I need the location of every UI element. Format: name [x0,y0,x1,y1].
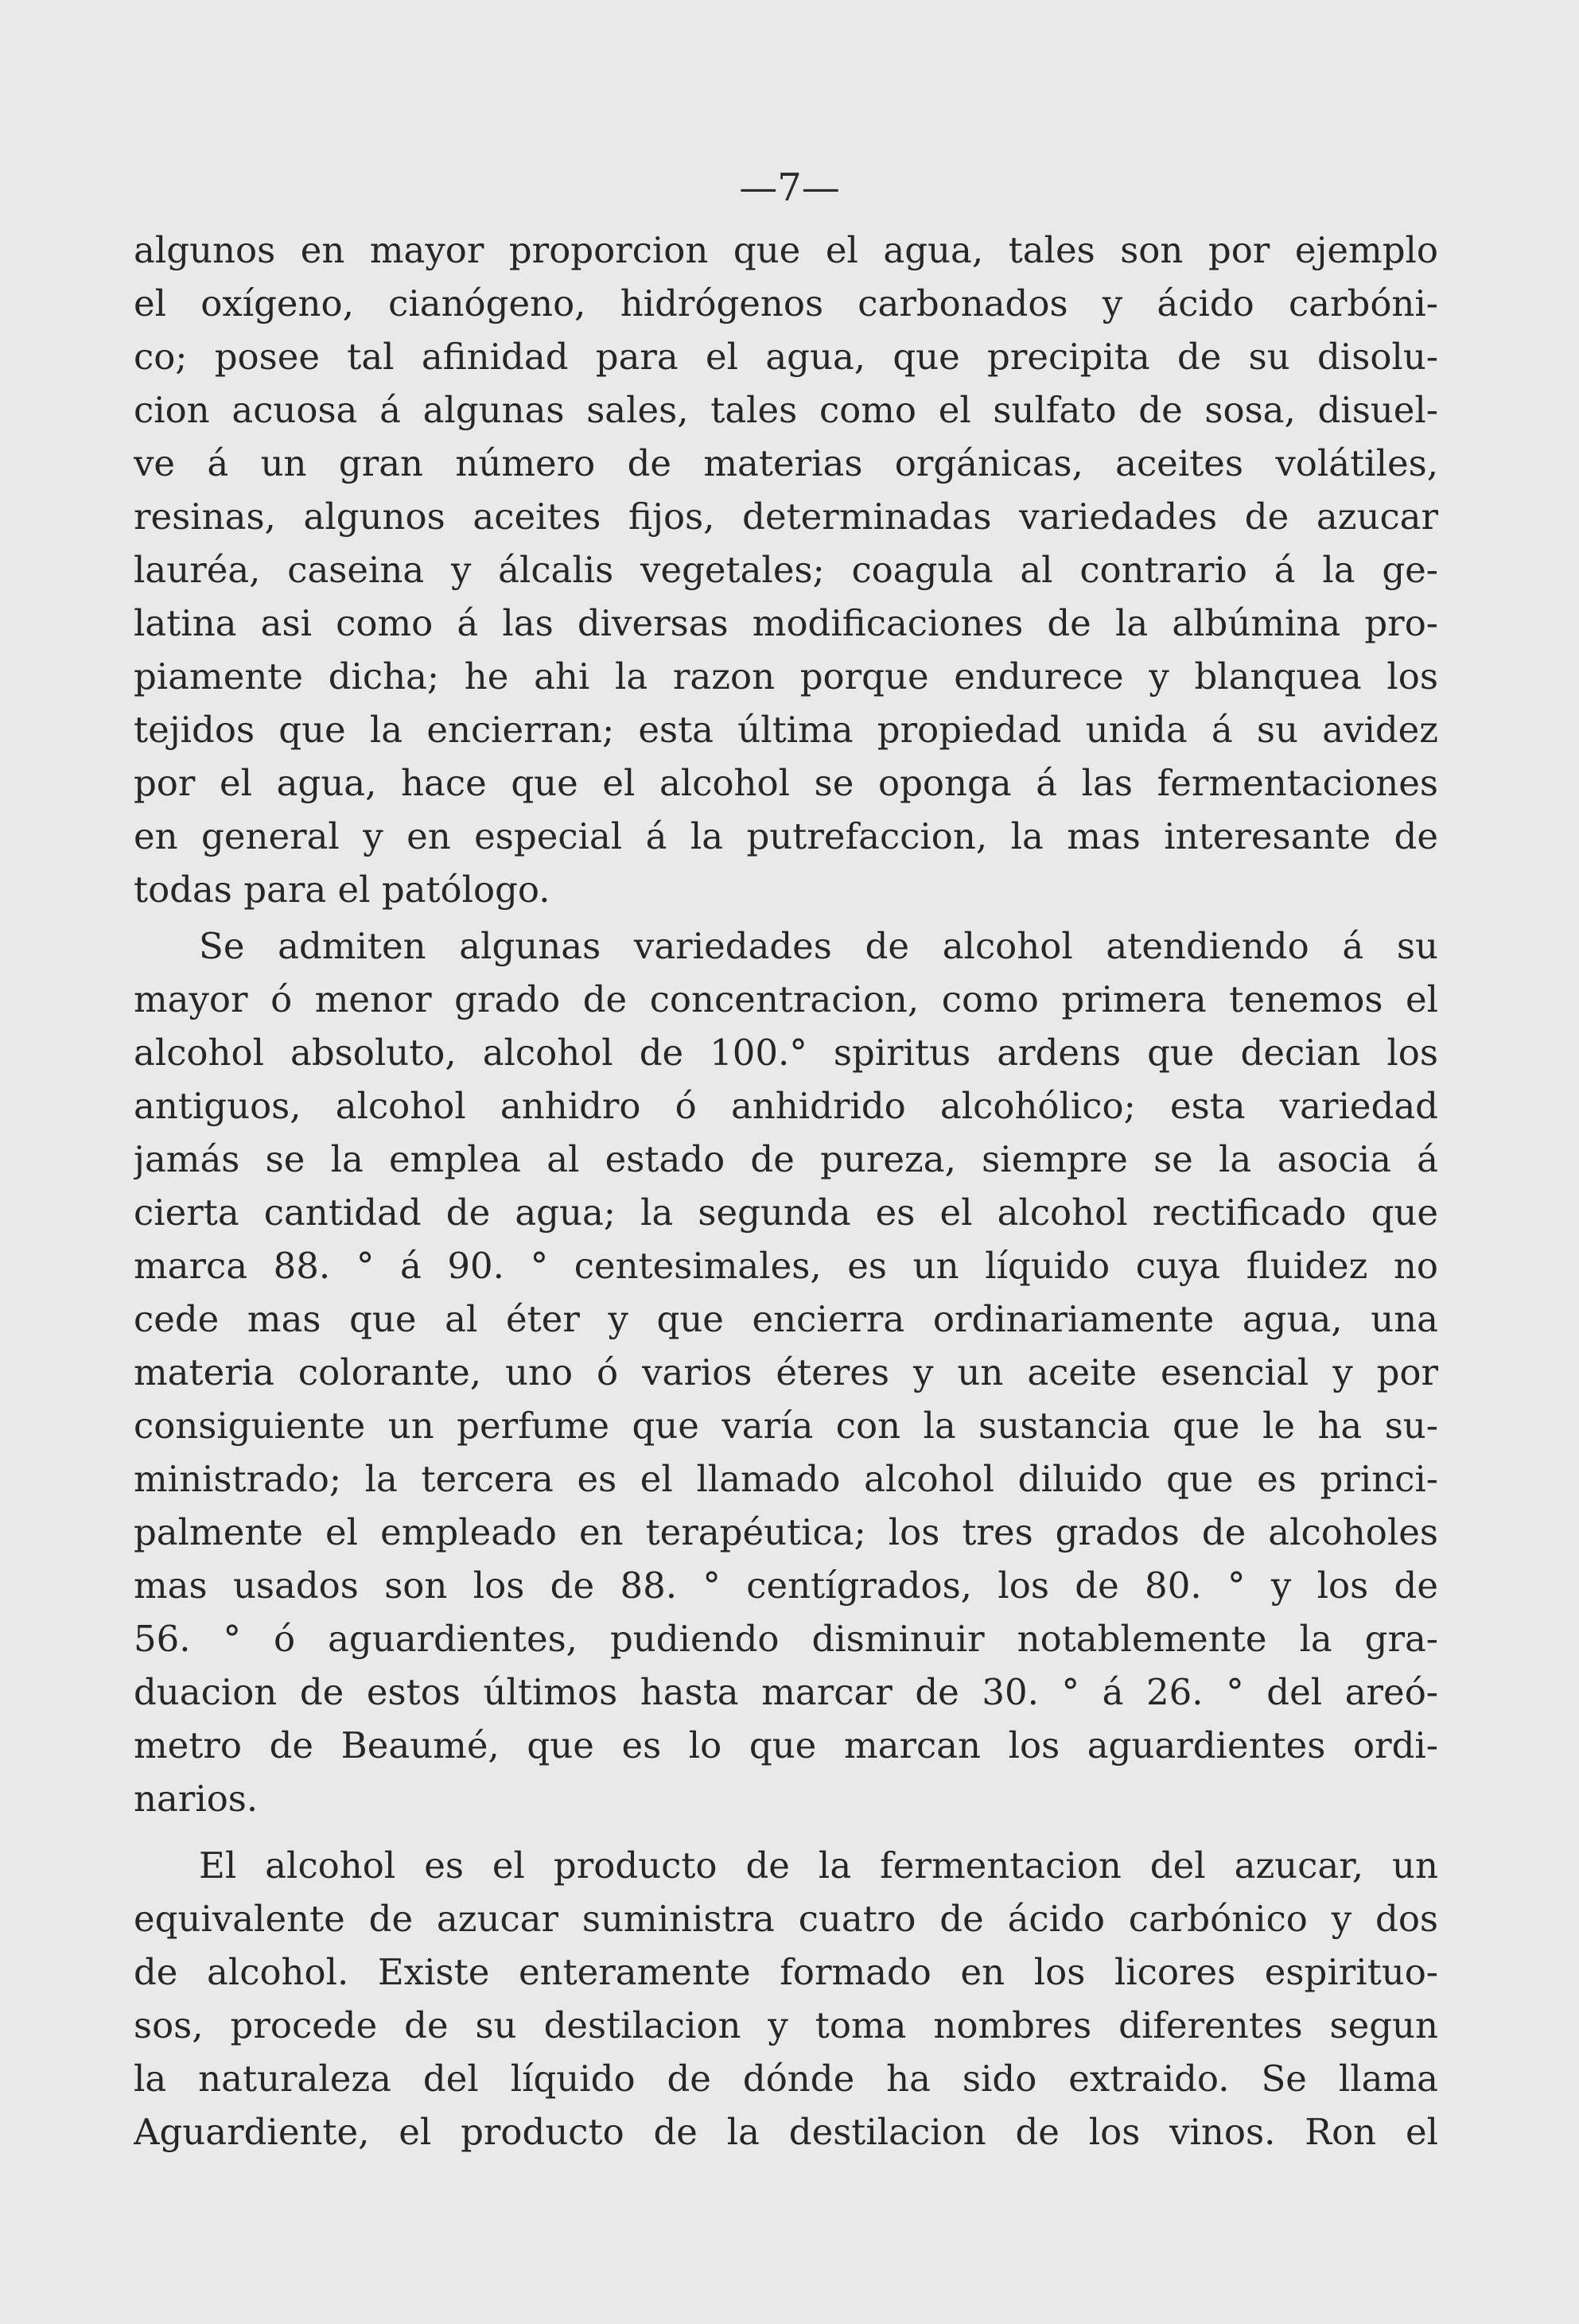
text-line: El alcohol es el producto de la fermentacion del azucar, un [199,1844,1438,1887]
text-line: ministrado; la tercera es el llamado alcohol diluido que es princi- [134,1458,1438,1500]
text-line: Aguardiente, el producto de la destilacion de los vinos. Ron el [134,2111,1438,2153]
text-line: la naturaleza del líquido de dónde ha sido extraido. Se llama [134,2058,1438,2100]
text-line: co; posee tal afinidad para el agua, que precipita de su disolu- [134,336,1438,378]
text-line: latina asi como á las diversas modificaciones de la albúmina pro- [134,602,1438,644]
text-line: mas usados son los de 88. ° centígrados, los de 80. ° y los de [134,1564,1438,1607]
text-line: metro de Beaumé, que es lo que marcan los aguardientes ordi- [134,1724,1438,1766]
text-line: materia colorante, uno ó varios éteres y un aceite esencial y por [134,1351,1438,1393]
text-line: cierta cantidad de agua; la segunda es el alcohol rectificado que [134,1191,1438,1234]
text-line: duacion de estos últimos hasta marcar de 30. ° á 26. ° del areó- [134,1671,1438,1713]
text-line: resinas, algunos aceites fijos, determinadas variedades de azucar [134,496,1438,538]
text-line: marca 88. ° á 90. ° centesimales, es un líquido cuya fluidez no [134,1245,1438,1287]
text-line: Se admiten algunas variedades de alcohol atendiendo á su [199,925,1438,967]
text-line: jamás se la emplea al estado de pureza, siempre se la asocia á [134,1138,1438,1180]
text-line: el oxígeno, cianógeno, hidrógenos carbonados y ácido carbóni- [134,282,1438,325]
text-line: sos, procede de su destilacion y toma nombres diferentes segun [134,2004,1438,2046]
text-line: cede mas que al éter y que encierra ordinariamente agua, una [134,1298,1438,1340]
page-number: —7— [739,165,840,210]
text-line: cion acuosa á algunas sales, tales como el sulfato de sosa, disuel- [134,389,1438,431]
text-line: 56. ° ó aguardientes, pudiendo disminuir notablemente la gra- [134,1618,1438,1660]
text-line: de alcohol. Existe enteramente formado en los licores espirituo- [134,1951,1438,1993]
text-line: palmente el empleado en terapéutica; los tres grados de alcoholes [134,1511,1438,1553]
text-line: narios. [134,1778,259,1820]
text-line: antiguos, alcohol anhidro ó anhidrido alcohólico; esta variedad [134,1085,1438,1127]
text-line: en general y en especial á la putrefaccion, la mas interesante de [134,815,1438,857]
text-line: algunos en mayor proporcion que el agua, tales son por ejemplo [134,229,1438,271]
text-line: todas para el patólogo. [134,869,550,911]
text-line: mayor ó menor grado de concentracion, como primera tenemos el [134,978,1438,1020]
text-line: consiguiente un perfume que varía con la sustancia que le ha su- [134,1405,1438,1447]
text-line: ve á un gran número de materias orgánicas, aceites volátiles, [134,442,1438,484]
text-line: por el agua, hace que el alcohol se oponga á las fermentaciones [134,762,1438,804]
text-line: tejidos que la encierran; esta última propiedad unida á su avidez [134,709,1438,751]
text-line: piamente dicha; he ahi la razon porque endurece y blanquea los [134,655,1438,698]
text-line: alcohol absoluto, alcohol de 100.° spiritus ardens que decian los [134,1032,1438,1074]
text-line: equivalente de azucar suministra cuatro de ácido carbónico y dos [134,1898,1438,1940]
text-line: lauréa, caseina y álcalis vegetales; coagula al contrario á la ge- [134,549,1438,591]
